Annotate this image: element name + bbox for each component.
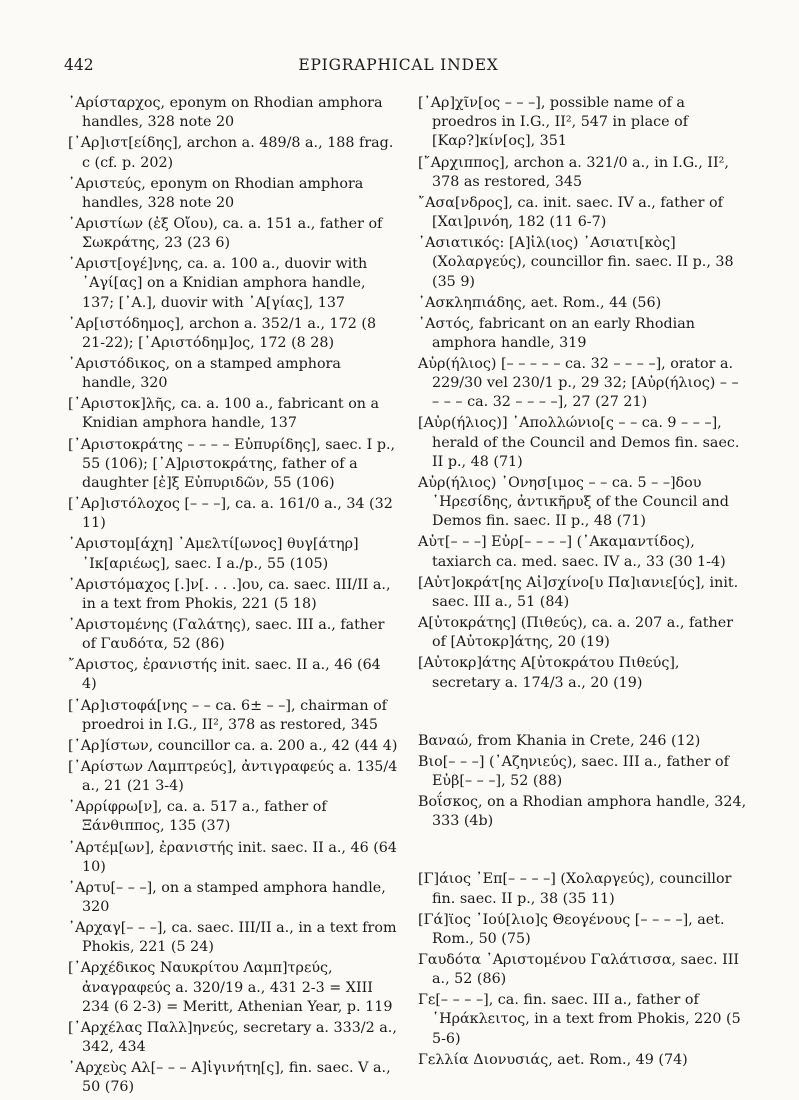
running-title: EPIGRAPHICAL INDEX bbox=[298, 56, 499, 74]
index-entry: Αὐτ[– – –] Εὐρ[– – – –] (᾿Ακαμαντίδος), taxiarch ca. med. saec. IV a., 33 (30 1-4) bbox=[418, 534, 726, 570]
index-entry: ᾿Ασιατικός: [Α]ἰλ(ιος) ᾿Ασιατι[κὸς] (Χολαργεύς), councillor fin. saec. II p., 38 (35 9) bbox=[418, 235, 734, 290]
index-entry: ᾿Αρτυ[– – –], on a stamped amphora handle, 320 bbox=[68, 879, 386, 916]
index-entry: ᾿Αριστομένης (Γαλάτης), saec. III a., father of Γαυδότα, 52 (86) bbox=[68, 616, 385, 653]
index-entry: ᾿Αρίσταρχος, eponym on Rhodian amphora handles, 328 note 20 bbox=[68, 95, 383, 131]
index-entry: [Γ]άιος ᾿Επ[– – – –] (Χολαργεύς), councillor fin. saec. II p., 38 (35 11) bbox=[418, 871, 732, 907]
index-entry: [᾿Αριστοκ]λῆς, ca. a. 100 a., fabricant on a Knidian amphora handle, 137 bbox=[68, 396, 380, 432]
index-entry: ᾿Αρχαγ[– – –], ca. saec. III/II a., in a text from Phokis, 221 (5 24) bbox=[68, 920, 397, 956]
index-entry: ᾿Αρρίφρω[ν], ca. a. 517 a., father of Ξάνθιππος, 135 (37) bbox=[68, 799, 327, 835]
index-entry: Αὐρ(ήλιος) [– – – – – ca. 32 – – – –], orator a. 229/30 vel 230/1 p., 29 32; [Αὐρ(ήλιος) – – – – – ca. 32 – – – –], 27 (27 21) bbox=[418, 355, 739, 411]
index-entry: [᾿Αρ]ιστ[είδης], archon a. 489/8 a., 188 frag. c (cf. p. 202) bbox=[68, 135, 394, 171]
index-entry: [Αὐρ(ήλιος)] ᾿Απολλώνιο[ς – – ca. 9 – – –], herald of the Council and Demos fin. saec. II p., 48 (71) bbox=[418, 415, 740, 470]
index-entry: ῎Αριστος, ἐρανιστής init. saec. II a., 46 (64 4) bbox=[68, 657, 381, 693]
index-entry: ᾿Αριστίων (ἐξ Οἴου), ca. a. 151 a., father of Σωκράτης, 23 (23 6) bbox=[68, 215, 383, 252]
section-gap bbox=[418, 833, 748, 870]
section-gap bbox=[418, 695, 748, 732]
index-entry: ᾿Αριστόδικος, on a stamped amphora handle, 320 bbox=[68, 355, 341, 392]
index-entry: [᾿Αρίστων Λαμπτρεύς], ἀντιγραφεύς a. 135/4 a., 21 (21 3-4) bbox=[68, 758, 398, 795]
right-column bbox=[418, 94, 748, 1072]
index-entry: ῎Ασα[νδρος], ca. init. saec. IV a., father of [Χαι]ρινόη, 182 (11 6-7) bbox=[418, 194, 723, 230]
page-number: 442 bbox=[64, 56, 94, 74]
index-entry: ᾿Ασκληπιάδης, aet. Rom., 44 (56) bbox=[418, 294, 662, 311]
index-entry: Α[ὐτοκράτης] (Πιθεύς), ca. a. 207 a., father of [Αὐτοκρ]άτης, 20 (19) bbox=[418, 615, 734, 651]
index-entry: [῎Αρχιππος], archon a. 321/0 a., in I.G., II², 378 as restored, 345 bbox=[418, 154, 729, 190]
index-entry: [᾿Αριστοκράτης – – – – Εὐπυρίδης], saec. I p., 55 (106); [᾿Α]ριστοκράτης, father of a daughter [ἐ]ξ Εὐπυριδῶν, 55 (106) bbox=[68, 436, 396, 491]
index-entry: Βοΐσκος, on a Rhodian amphora handle, 324, 333 (4b) bbox=[418, 794, 747, 830]
index-entry: ᾿Αρτέμ[ων], ἐρανιστής init. saec. II a., 46 (64 10) bbox=[68, 839, 398, 875]
index-entry: [᾿Αρχέδικος Ναυκρίτου Λαμπ]τρεύς, ἀναγραφεύς a. 320/19 a., 431 2-3 = XIII 234 (6 2-3) = Meritt, Athenian Year, p. 119 bbox=[68, 960, 393, 1015]
index-entry: [᾿Αρχέλας Παλλ]ηνεύς, secretary a. 333/2 a., 342, 434 bbox=[68, 1019, 397, 1056]
index-entry: ᾿Αρ[ιστόδημος], archon a. 352/1 a., 172 (8 21-22); [᾿Αριστόδημ]ος, 172 (8 28) bbox=[68, 315, 377, 351]
index-entry: [᾿Αρ]ιστοφά[νης – – ca. 6± – –], chairman of proedroi in I.G., II², 378 as restored, 345 bbox=[68, 697, 387, 733]
index-entry: ᾿Αριστ[ογέ]νης, ca. a. 100 a., duovir with ᾿Αγί[ας] on a Knidian amphora handle, 137; [᾿Α.], duovir with ᾿Α[γίας], 137 bbox=[68, 256, 368, 311]
index-entry: Αὐρ(ήλιος) ᾿Ονησ[ιμος – – ca. 5 – –]δου ῾Ηρεσίδης, ἀντικῆρυξ of the Council and Demos fin. saec. II p., 48 (71) bbox=[418, 474, 729, 530]
index-entry: Γε[– – – –], ca. fin. saec. III a., father of ῾Ηράκλειτος, in a text from Phokis, 220 (5 5-6) bbox=[418, 992, 741, 1047]
index-entry: [Αὐτ]οκράτ[ης Αἰ]σχίνο[υ Πα]ιανιε[ύς], init. saec. III a., 51 (84) bbox=[418, 574, 739, 610]
running-header bbox=[64, 56, 733, 80]
index-entry: [Αὐτοκρ]άτης Α[ὐτοκράτου Πιθεύς], secretary a. 174/3 a., 20 (19) bbox=[418, 655, 680, 691]
index-entry: [᾿Αρ]ιστόλοχος [– – –], ca. a. 161/0 a., 34 (32 11) bbox=[68, 496, 393, 532]
index-entry: [᾿Αρ]χῖν[ος – – –], possible name of a proedros in I.G., II², 547 in place of [Καρ?]κίν[ος], 351 bbox=[418, 95, 689, 150]
index-entry: [᾿Αρ]ίστων, councillor ca. a. 200 a., 42 (44 4) bbox=[68, 737, 398, 754]
index-entry: Γαυδότα ᾿Αριστομένου Γαλάτισσα, saec. III a., 52 (86) bbox=[418, 951, 740, 988]
index-entry: ᾿Αστός, fabricant on an early Rhodian amphora handle, 319 bbox=[418, 315, 695, 351]
left-column bbox=[68, 94, 398, 1100]
index-entry: ᾿Αριστεύς, eponym on Rhodian amphora handles, 328 note 20 bbox=[68, 175, 364, 211]
index-entry: Γελλία Διονυσιάς, aet. Rom., 49 (74) bbox=[418, 1051, 688, 1068]
index-entry: Βιο[– – –] (᾿Αζηνιεύς), saec. III a., father of Εὐβ[– – –], 52 (88) bbox=[418, 753, 729, 789]
index-entry: Βαναώ, from Khania in Crete, 246 (12) bbox=[418, 732, 701, 749]
index-entry: ᾿Αριστομ[άχη] ᾿Αμελτί[ωνος] θυγ[άτηρ] ᾿Ικ[αριέως], saec. I a./p., 55 (105) bbox=[68, 536, 359, 572]
index-entry: ᾿Αριστόμαχος [.]ν[. . . .]ου, ca. saec. III/II a., in a text from Phokis, 221 (5 18) bbox=[68, 576, 391, 612]
index-entry: ᾿Αρχεὺς Αλ[– – – Α]ἰγινήτη[ς], fin. saec. V a., 50 (76) bbox=[68, 1060, 391, 1096]
index-entry: [Γά]ϊος ᾿Ιού[λιο]ς Θεογένους [– – – –], aet. Rom., 50 (75) bbox=[418, 911, 725, 947]
